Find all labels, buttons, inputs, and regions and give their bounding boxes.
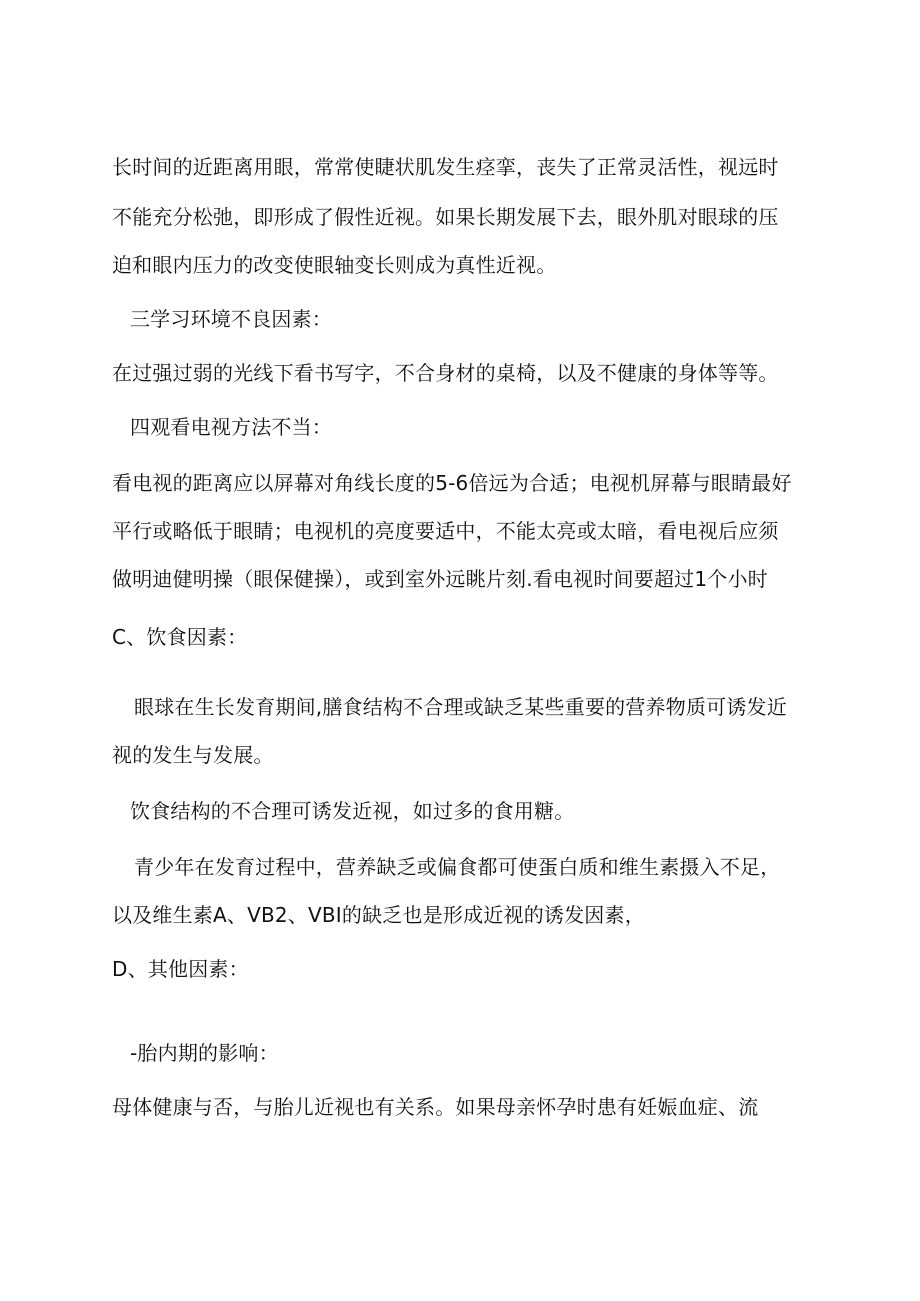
subsection-heading: -胎内期的影响：	[130, 1041, 279, 1065]
paragraph-line: 不能充分松弛，即形成了假性近视。如果长期发展下去，眼外肌对眼球的压	[112, 205, 779, 229]
paragraph-line: 做明迪健明操（眼保健操），或到室外远眺片刻.看电视时间要超过1个小时	[112, 567, 768, 591]
paragraph-line: 母体健康与否，与胎儿近视也有关系。如果母亲怀孕时患有妊娠血症、流	[112, 1095, 759, 1119]
section-heading: 四观看电视方法不当：	[130, 415, 332, 439]
paragraph-line: 青少年在发育过程中，营养缺乏或偏食都可使蛋白质和维生素摄入不足，	[134, 855, 781, 879]
paragraph-line: 在过强过弱的光线下看书写字，不合身材的桌椅，以及不健康的身体等等。	[112, 361, 779, 385]
section-heading: 三学习环境不良因素：	[130, 307, 332, 331]
paragraph-line: 平行或略低于眼睛；电视机的亮度要适中，不能太亮或太暗，看电视后应须	[112, 519, 779, 543]
paragraph-line: 以及维生素A、VB2、VBI的缺乏也是形成近视的诱发因素，	[112, 903, 645, 927]
section-heading: C、饮食因素：	[112, 625, 248, 649]
paragraph-line: 视的发生与发展。	[112, 743, 274, 767]
paragraph-line: 饮食结构的不合理可诱发近视，如过多的食用糖。	[130, 799, 575, 823]
paragraph-line: 看电视的距离应以屏幕对角线长度的5-6倍远为合适；电视机屏幕与眼睛最好	[112, 471, 792, 495]
paragraph-line: 眼球在生长发育期间,膳食结构不合理或缺乏某些重要的营养物质可诱发近	[134, 695, 787, 719]
paragraph-line: 长时间的近距离用眼，常常使睫状肌发生痉挛，丧失了正常灵活性，视远时	[112, 155, 779, 179]
section-heading: D、其他因素：	[112, 957, 249, 981]
paragraph-line: 迫和眼内压力的改变使眼轴变长则成为真性近视。	[112, 253, 557, 277]
